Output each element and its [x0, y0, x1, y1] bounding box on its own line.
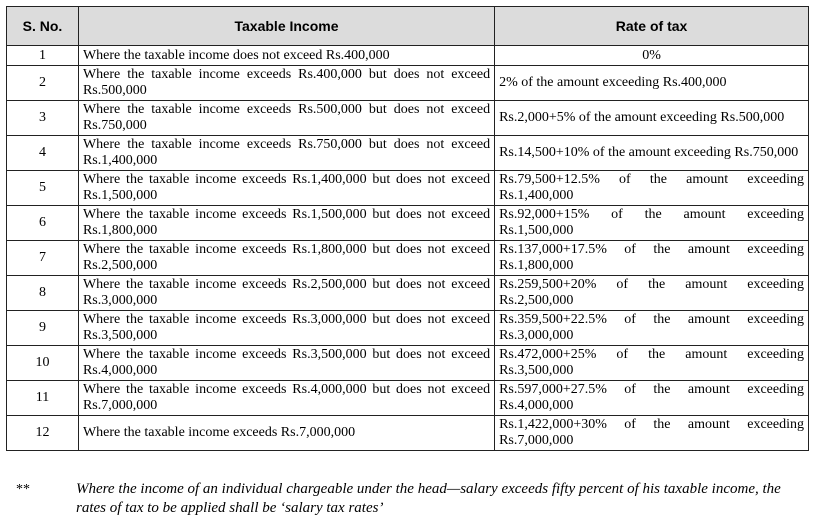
sno-cell: 5: [7, 171, 79, 206]
sno-cell: 10: [7, 346, 79, 381]
tax-rates-table: [6, 6, 809, 451]
header-rate-of-tax: Rate of tax: [495, 7, 809, 46]
table-row: [7, 416, 809, 451]
rate-cell: Rs.1,422,000+30% of the amount exceeding Rs.7,000,000: [495, 416, 809, 451]
rate-cell: Rs.359,500+22.5% of the amount exceeding Rs.3,000,000: [495, 311, 809, 346]
sno-cell: 6: [7, 206, 79, 241]
taxable-income-cell: Where the taxable income exceeds Rs.2,500,000 but does not exceed Rs.3,000,000: [78, 276, 494, 311]
sno-cell: 3: [7, 101, 79, 136]
note-marker: **: [16, 482, 30, 497]
table-row: [7, 66, 809, 101]
rate-cell: Rs.259,500+20% of the amount exceeding Rs.2,500,000: [495, 276, 809, 311]
table-row: [7, 311, 809, 346]
table-row: [7, 381, 809, 416]
table-row: [7, 136, 809, 171]
table-row: [7, 101, 809, 136]
sno-cell: 8: [7, 276, 79, 311]
sno-cell: 2: [7, 66, 79, 101]
rate-cell: Rs.14,500+10% of the amount exceeding Rs.750,000: [495, 136, 809, 171]
sno-cell: 4: [7, 136, 79, 171]
rate-cell: Rs.137,000+17.5% of the amount exceeding Rs.1,800,000: [495, 241, 809, 276]
table-row: [7, 346, 809, 381]
sno-cell: 9: [7, 311, 79, 346]
table-row: [7, 171, 809, 206]
rate-cell: Rs.472,000+25% of the amount exceeding Rs.3,500,000: [495, 346, 809, 381]
table-row: [7, 241, 809, 276]
rate-cell: 2% of the amount exceeding Rs.400,000: [495, 66, 809, 101]
header-sno: S. No.: [7, 7, 79, 46]
taxable-income-cell: Where the taxable income exceeds Rs.3,000,000 but does not exceed Rs.3,500,000: [78, 311, 494, 346]
taxable-income-cell: Where the taxable income exceeds Rs.4,000,000 but does not exceed Rs.7,000,000: [78, 381, 494, 416]
rate-cell: Rs.2,000+5% of the amount exceeding Rs.500,000: [495, 101, 809, 136]
taxable-income-cell: Where the taxable income exceeds Rs.1,800,000 but does not exceed Rs.2,500,000: [78, 241, 494, 276]
sno-cell: 11: [7, 381, 79, 416]
table-header-row: [7, 7, 809, 46]
note-text: Where the income of an individual chargeable under the head—salary exceeds fifty percent of his taxable income, the rates of tax to be applied shall be ‘salary tax rates’: [76, 481, 781, 516]
taxable-income-cell: Where the taxable income exceeds Rs.750,000 but does not exceed Rs.1,400,000: [78, 136, 494, 171]
rate-cell: Rs.597,000+27.5% of the amount exceeding Rs.4,000,000: [495, 381, 809, 416]
sno-cell: 1: [7, 46, 79, 66]
taxable-income-cell: Where the taxable income does not exceed Rs.400,000: [78, 46, 494, 66]
sno-cell: 12: [7, 416, 79, 451]
taxable-income-cell: Where the taxable income exceeds Rs.1,400,000 but does not exceed Rs.1,500,000: [78, 171, 494, 206]
taxable-income-cell: Where the taxable income exceeds Rs.500,000 but does not exceed Rs.750,000: [78, 101, 494, 136]
rate-cell: Rs.79,500+12.5% of the amount exceeding Rs.1,400,000: [495, 171, 809, 206]
rate-cell: Rs.92,000+15% of the amount exceeding Rs.1,500,000: [495, 206, 809, 241]
rate-cell: 0%: [495, 46, 809, 66]
table-row: [7, 206, 809, 241]
header-taxable-income: Taxable Income: [78, 7, 494, 46]
table-row: [7, 46, 809, 66]
taxable-income-cell: Where the taxable income exceeds Rs.3,500,000 but does not exceed Rs.4,000,000: [78, 346, 494, 381]
taxable-income-cell: Where the taxable income exceeds Rs.7,000,000: [78, 416, 494, 451]
taxable-income-cell: Where the taxable income exceeds Rs.1,500,000 but does not exceed Rs.1,800,000: [78, 206, 494, 241]
sno-cell: 7: [7, 241, 79, 276]
taxable-income-cell: Where the taxable income exceeds Rs.400,000 but does not exceed Rs.500,000: [78, 66, 494, 101]
table-row: [7, 276, 809, 311]
